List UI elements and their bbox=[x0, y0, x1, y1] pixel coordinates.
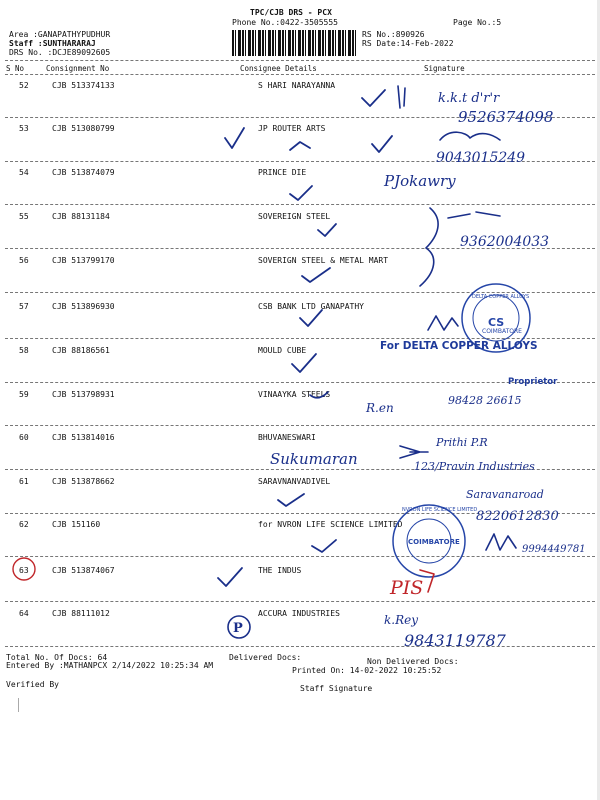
handwritten-phone-61: 8220612830 bbox=[476, 509, 559, 524]
row-63-circle-mark bbox=[13, 558, 35, 580]
delta-seal-ring-text: DELTA COPPER ALLOYS bbox=[472, 294, 530, 300]
column-header-consignee: Consignee Details bbox=[240, 64, 317, 73]
tick-mark bbox=[292, 354, 316, 372]
consignee-name: VINAAYKA STEELS bbox=[258, 390, 331, 399]
column-header-sno: S No bbox=[6, 64, 25, 73]
tick-mark bbox=[218, 568, 242, 586]
serial-number: 53 bbox=[19, 124, 29, 133]
consignment-number: CJB 88131184 bbox=[52, 212, 110, 221]
handwritten-mark-63: PIS bbox=[390, 577, 424, 599]
consignment-number: CJB 513896930 bbox=[52, 302, 115, 311]
handwritten-name-52: k.k.t d'r'r bbox=[438, 91, 500, 106]
consignment-number: CJB 513798931 bbox=[52, 390, 115, 399]
serial-number: 59 bbox=[19, 390, 29, 399]
consignee-name: THE INDUS bbox=[258, 566, 302, 575]
serial-number: 58 bbox=[19, 346, 29, 355]
signature-mark bbox=[398, 86, 405, 108]
consignee-name: S HARI NARAYANNA bbox=[258, 81, 336, 90]
consignment-number: CJB 513874067 bbox=[52, 566, 115, 575]
consignee-name: PRINCE DIE bbox=[258, 168, 307, 177]
handwritten-phone-52: 9526374098 bbox=[458, 108, 554, 126]
signature-mark bbox=[440, 132, 500, 140]
column-header-consignment: Consignment No bbox=[46, 64, 110, 73]
handwritten-phone-59: 98428 26615 bbox=[448, 394, 522, 407]
consignment-number: CJB 88186561 bbox=[52, 346, 110, 355]
tick-mark bbox=[278, 494, 304, 506]
consignment-number: CJB 513874079 bbox=[52, 168, 115, 177]
serial-number: 56 bbox=[19, 256, 29, 265]
tick-mark bbox=[318, 224, 336, 236]
consignment-number: CJB 513374133 bbox=[52, 81, 115, 90]
tick-mark bbox=[302, 268, 330, 282]
tick-mark bbox=[300, 310, 322, 326]
total-docs: Total No. Of Docs: 64 bbox=[6, 653, 108, 662]
handwritten-sig-61: Saravanaroad bbox=[466, 488, 544, 501]
p-letter: P bbox=[233, 621, 243, 636]
handwritten-note-60: Prithi P.R bbox=[436, 436, 488, 449]
area-field: Area :GANAPATHYPUDHUR bbox=[9, 30, 111, 39]
consignee-name: CSB BANK LTD GANAPATHY bbox=[258, 302, 364, 311]
serial-number: 63 bbox=[19, 566, 29, 575]
consignment-number: CJB 151160 bbox=[52, 520, 101, 529]
tick-mark bbox=[290, 142, 310, 150]
tick-mark bbox=[312, 540, 336, 552]
serial-number: 55 bbox=[19, 212, 29, 221]
handwritten-name-64: k.Rey bbox=[384, 613, 419, 627]
tick-mark bbox=[290, 186, 312, 200]
tick-mark bbox=[225, 128, 244, 148]
serial-number: 62 bbox=[19, 520, 29, 529]
rs-date: RS Date:14-Feb-2022 bbox=[362, 39, 454, 48]
signature-mark bbox=[448, 212, 500, 218]
handwritten-phone-55: 9362004033 bbox=[460, 234, 550, 250]
delta-copper-stamp: For DELTA COPPER ALLOYS bbox=[380, 340, 538, 352]
handwritten-sig-60: Sukumaran bbox=[270, 450, 358, 468]
consignment-number: CJB 513878662 bbox=[52, 477, 115, 486]
consignee-name: for NVRON LIFE SCIENCE LIMITED bbox=[258, 520, 403, 529]
staff-signature-label: Staff Signature bbox=[300, 684, 373, 693]
consignee-name: BHUVANESWARI bbox=[258, 433, 316, 442]
serial-number: 64 bbox=[19, 609, 29, 618]
bracket-mark bbox=[420, 208, 438, 286]
underline-mark bbox=[310, 392, 328, 398]
handwritten-phone-53: 9043015249 bbox=[436, 150, 526, 166]
staff-field: Staff :SUNTHARARAJ bbox=[9, 39, 96, 48]
delta-seal-city: COIMBATORE bbox=[482, 328, 522, 335]
consignee-name: ACCURA INDUSTRIES bbox=[258, 609, 340, 618]
drs-number: DRS No. :DCJE89092605 bbox=[9, 48, 111, 57]
printed-on: Printed On: 14-02-2022 10:25:52 bbox=[292, 666, 442, 675]
handwritten-phone-64: 9843119787 bbox=[404, 631, 506, 650]
consignment-number: CJB 88111012 bbox=[52, 609, 110, 618]
consignee-name: SARAVNANVADIVEL bbox=[258, 477, 331, 486]
consignee-name: SOVEREIGN STEEL bbox=[258, 212, 331, 221]
nvron-seal-ring-text: NVRON LIFE SCIENCE LIMITED bbox=[402, 507, 478, 513]
consignment-number: CJB 513080799 bbox=[52, 124, 115, 133]
handwritten-note2-60: 123/Pravin Industries bbox=[414, 460, 535, 473]
tick-mark bbox=[372, 136, 392, 152]
verified-by-label: Verified By bbox=[6, 680, 59, 689]
page-number: Page No.:5 bbox=[453, 18, 502, 27]
phone-number: Phone No.:0422-3505555 bbox=[232, 18, 338, 27]
consignee-name: SOVERIGN STEEL & METAL MART bbox=[258, 256, 389, 265]
consignment-number: CJB 513799170 bbox=[52, 256, 115, 265]
handwritten-name-54: PJokawry bbox=[384, 172, 456, 190]
handwritten-phone-62: 9994449781 bbox=[522, 544, 586, 555]
signature-mark bbox=[486, 534, 516, 550]
serial-number: 52 bbox=[19, 81, 29, 90]
nvron-seal-city: COIMBATORE bbox=[408, 538, 460, 546]
serial-number: 54 bbox=[19, 168, 29, 177]
handwritten-sig-59: R.en bbox=[366, 401, 394, 415]
consignment-number: CJB 513814016 bbox=[52, 433, 115, 442]
consignee-name: MOULD CUBE bbox=[258, 346, 307, 355]
consignee-name: JP ROUTER ARTS bbox=[258, 124, 326, 133]
column-header-signature: Signature bbox=[424, 64, 465, 73]
tick-mark bbox=[362, 90, 385, 106]
delta-seal-mark: CS bbox=[488, 316, 505, 329]
serial-number: 61 bbox=[19, 477, 29, 486]
signature-mark bbox=[428, 316, 458, 330]
delivered-docs: Delivered Docs: bbox=[229, 653, 302, 662]
entered-by: Entered By :MATHANPCX 2/14/2022 10:25:34 AM bbox=[6, 661, 214, 670]
non-delivered-docs: Non Delivered Docs: bbox=[367, 657, 459, 666]
arrow-mark bbox=[400, 446, 428, 458]
serial-number: 60 bbox=[19, 433, 29, 442]
document-title: TPC/CJB DRS - PCX bbox=[250, 8, 332, 17]
proprietor-stamp: Proprietor bbox=[508, 377, 558, 387]
serial-number: 57 bbox=[19, 302, 29, 311]
rs-number: RS No.:890926 bbox=[362, 30, 425, 39]
